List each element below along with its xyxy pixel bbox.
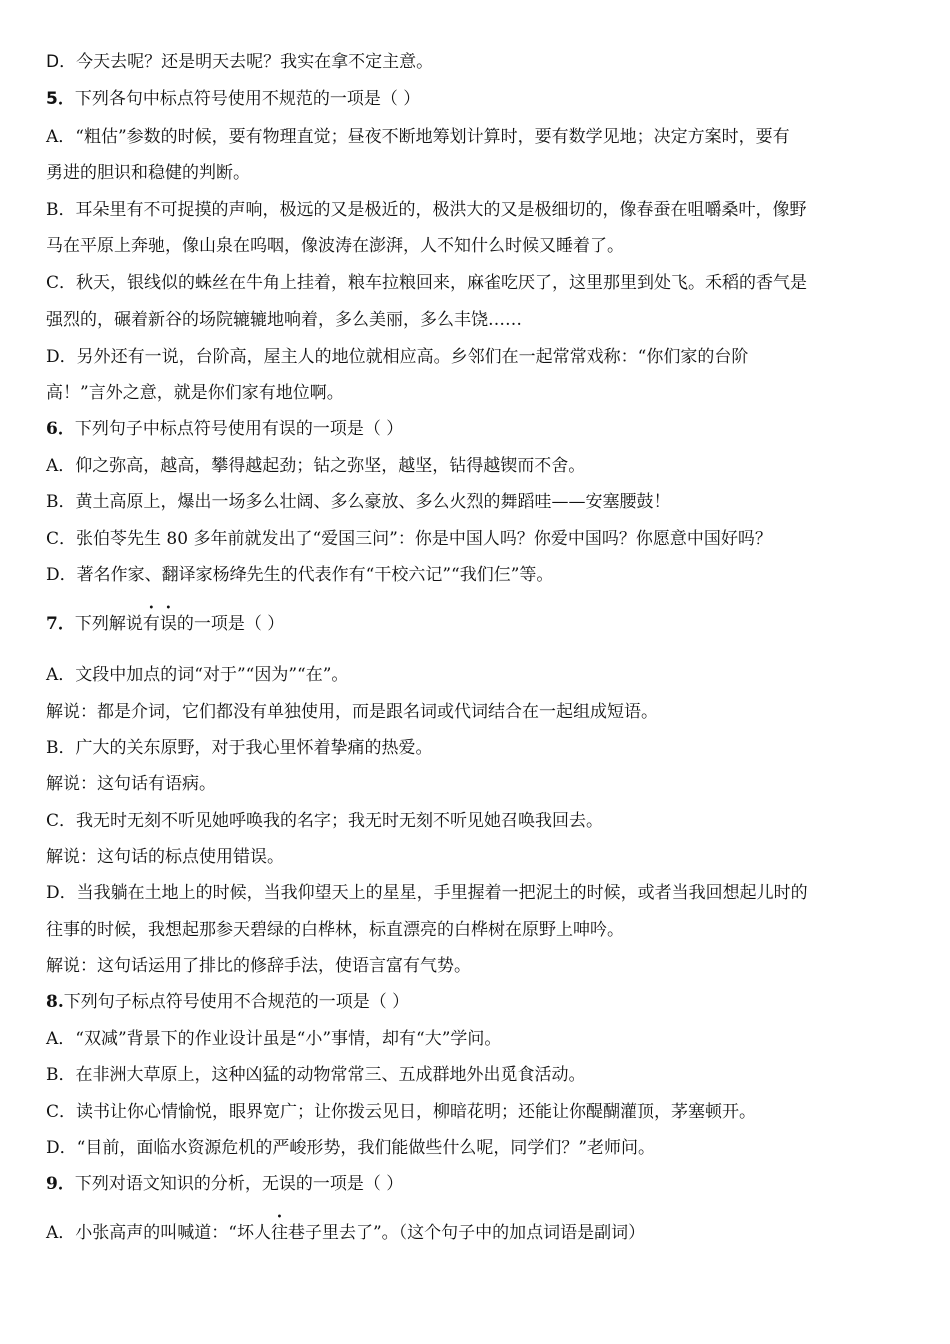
line-5: B．耳朵里有不可捉摸的声响，极远的又是极近的，极洪大的又是极细切的，像春蚕在咀嚼桑叶，像野 bbox=[46, 200, 807, 220]
emphasis-word: • 有 bbox=[142, 603, 160, 634]
line-20: 解说：这句话有语病。 bbox=[46, 774, 216, 794]
line-7: C．秋天，银线似的蛛丝在牛角上挂着，粮车拉粮回来，麻雀吃厌了，这里那里到处飞。禾稻的香气是 bbox=[46, 273, 808, 293]
emphasis-word: • 往 bbox=[270, 1212, 288, 1243]
line-4: 勇进的胆识和稳健的判断。 bbox=[46, 163, 250, 183]
line-18: 解说：都是介词，它们都没有单独使用，而是跟名词或代词结合在一起组成短语。 bbox=[46, 702, 658, 722]
question-5-title bbox=[46, 88, 906, 110]
question-text: 下列句子标点符号使用不合规范的一项是（ ） bbox=[63, 992, 410, 1012]
line-22: 解说：这句话的标点使用错误。 bbox=[46, 847, 284, 867]
question-number: 9． bbox=[46, 1174, 75, 1194]
question-number: 8. bbox=[46, 992, 64, 1012]
question-number: 7． bbox=[46, 614, 75, 634]
emphasis-word: • 误 bbox=[159, 603, 177, 634]
line-9: D．另外还有一说，台阶高，屋主人的地位就相应高。乡邻们在一起常常戏称：“你们家的台阶 bbox=[46, 347, 749, 367]
question-text: 下列句子中标点符号使用有误的一项是（ ） bbox=[74, 419, 404, 439]
line-29: C．读书让你心情愉悦，眼界宽广；让你拨云见日，柳暗花明；还能让你醍醐灌顶，茅塞顿开。 bbox=[46, 1102, 757, 1122]
question-text-pre: 下列解说 bbox=[74, 614, 143, 634]
option-text-pre: A．小张高声的叫喊道：“坏人 bbox=[46, 1223, 271, 1243]
emphasis-dot: • bbox=[276, 1212, 283, 1223]
line-12: A．仰之弥高，越高，攀得越起劲；钻之弥坚，越坚，钻得越锲而不舍。 bbox=[46, 456, 586, 476]
line-13: B．黄土高原上，爆出一场多么壮阔、多么豪放、多么火烈的舞蹈哇——安塞腰鼓！ bbox=[46, 492, 671, 512]
option-text-post: 巷子里去了”。（这个句子中的加点词语是副词） bbox=[287, 1223, 646, 1243]
emphasis-dot: • bbox=[148, 603, 155, 614]
question-number: 5． bbox=[46, 89, 75, 109]
line-23: D．当我躺在土地上的时候，当我仰望天上的星星，手里握着一把泥土的时候，或者当我回想起儿时的 bbox=[46, 883, 808, 903]
question-text: 下列各句中标点符号使用不规范的一项是（ ） bbox=[74, 89, 421, 109]
line-19: B．广大的关东原野，对于我心里怀着挚痛的热爱。 bbox=[46, 738, 433, 758]
question-9-title bbox=[46, 1173, 906, 1195]
question-number: 6． bbox=[46, 419, 75, 439]
line-25: 解说：这句话运用了排比的修辞手法，使语言富有气势。 bbox=[46, 956, 471, 976]
line-21: C．我无时无刻不听见她呼唤我的名字；我无时无刻不听见她召唤我回去。 bbox=[46, 811, 604, 831]
line-3: A．“粗估”参数的时候，要有物理直觉；昼夜不断地筹划计算时，要有数学见地；决定方案时，要有 bbox=[46, 127, 790, 147]
line-30: D．“目前，面临水资源危机的严峻形势，我们能做些什么呢，同学们？”老师问。 bbox=[46, 1138, 656, 1158]
line-32 bbox=[46, 1212, 906, 1244]
question-6-title bbox=[46, 418, 906, 440]
question-7-title bbox=[46, 603, 906, 635]
line-1: D．今天去呢？还是明天去呢？我实在拿不定主意。 bbox=[46, 52, 434, 72]
line-6: 马在平原上奔驰，像山泉在呜咽，像波涛在澎湃，人不知什么时候又睡着了。 bbox=[46, 236, 624, 256]
question-8-title bbox=[46, 991, 906, 1013]
line-10: 高！”言外之意，就是你们家有地位啊。 bbox=[46, 383, 344, 403]
line-8: 强烈的，碾着新谷的场院辘辘地响着，多么美丽，多么丰饶…… bbox=[46, 310, 522, 330]
line-15: D．著名作家、翻译家杨绛先生的代表作有“干校六记”“我们仨”等。 bbox=[46, 565, 554, 585]
line-27: A．“双减”背景下的作业设计虽是“小”事情，却有“大”学问。 bbox=[46, 1029, 502, 1049]
question-text-post: 的一项是（ ） bbox=[176, 614, 285, 634]
line-28: B．在非洲大草原上，这种凶猛的动物常常三、五成群地外出觅食活动。 bbox=[46, 1065, 586, 1085]
line-14: C．张伯苓先生 80 多年前就发出了“爱国三问”：你是中国人吗？你爱中国吗？你愿意中国好吗？ bbox=[46, 529, 772, 549]
question-text: 下列对语文知识的分析，无误的一项是（ ） bbox=[74, 1174, 404, 1194]
emphasis-dot: • bbox=[165, 603, 172, 614]
line-17: A．文段中加点的词“对于”“因为”“在”。 bbox=[46, 665, 349, 685]
line-24: 往事的时候，我想起那参天碧绿的白桦林，标直漂亮的白桦树在原野上呻吟。 bbox=[46, 920, 624, 940]
